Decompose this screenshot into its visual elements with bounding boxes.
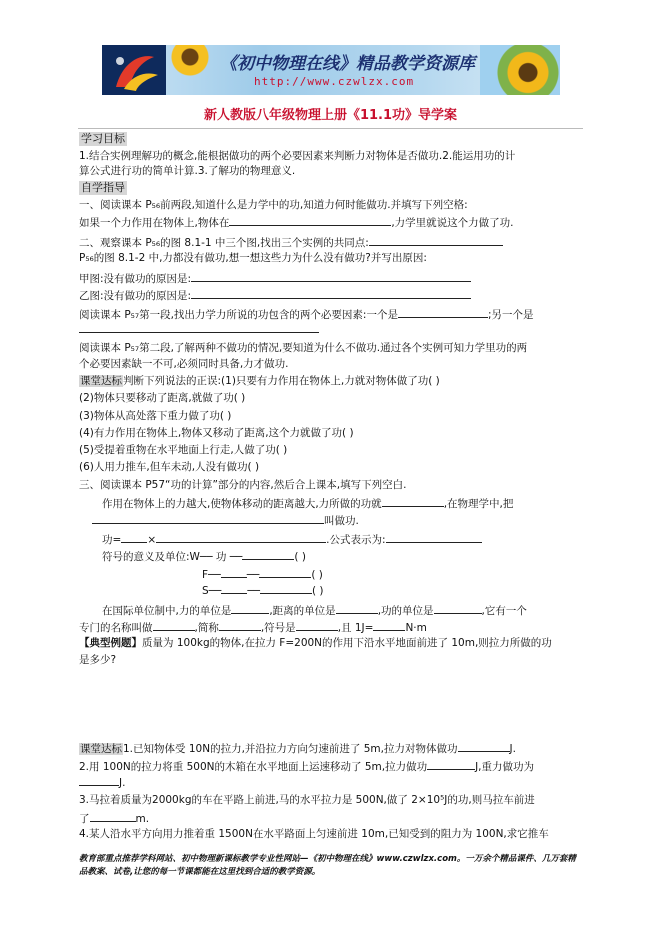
- practice-tag: 课堂达标: [80, 375, 122, 387]
- text: ,符号是: [260, 622, 296, 634]
- practice-line-5: (6)人用力推车,但车未动,人没有做功( ): [79, 461, 260, 473]
- banner-title: 《初中物理在线》精品教学资源库: [220, 54, 475, 74]
- blank[interactable]: [373, 619, 405, 631]
- blank[interactable]: [427, 758, 475, 770]
- text: ,它有一个: [481, 605, 527, 617]
- title-divider: [78, 128, 583, 129]
- text: 2.用 100N的拉力将重 500N的木箱在水平地面上运速移动了 5m,拉力做功: [79, 761, 428, 773]
- text: ,距离的单位是: [269, 605, 336, 617]
- work-formula-line: [102, 531, 482, 547]
- text: J.: [119, 777, 126, 789]
- text: ( ): [311, 569, 323, 581]
- blank[interactable]: [221, 582, 247, 594]
- classwork-line-2: [79, 758, 534, 774]
- classwork-line-1: [79, 740, 516, 756]
- banner-url[interactable]: http://www.czwlzx.com: [254, 75, 415, 88]
- logo-swirl-icon: [102, 45, 166, 95]
- symbol-line-f: [202, 566, 323, 582]
- text: 甲图:没有做功的原因是:: [79, 273, 192, 285]
- text: 符号的意义及单位:W── 功 ──: [102, 551, 243, 563]
- blank[interactable]: [153, 619, 195, 631]
- blank[interactable]: [398, 306, 488, 318]
- text: ──: [247, 585, 260, 597]
- example-line-1: [79, 636, 552, 650]
- example-tag: 【典型例题】: [79, 637, 142, 649]
- blank[interactable]: [156, 531, 326, 543]
- text: ( ): [311, 585, 324, 597]
- site-logo: [102, 45, 166, 95]
- blank[interactable]: [229, 214, 391, 226]
- text: 如果一个力作用在物体上,物体在: [79, 217, 230, 229]
- study-line-6: [79, 287, 471, 303]
- units-line-2: [79, 619, 427, 635]
- section3-line-1: 三、阅读课本 P57“功的计算”部分的内容,然后合上课本,填写下列空白.: [79, 479, 407, 491]
- study-line-2: [79, 214, 514, 230]
- text: ,且 1J=: [337, 622, 374, 634]
- section-self-study: 自学指导: [81, 181, 125, 194]
- units-line-1: [102, 602, 527, 618]
- section-learning-goals: 学习目标: [81, 132, 125, 145]
- section3-line-2: [102, 495, 513, 511]
- text: ;另一个是: [487, 309, 534, 321]
- blank[interactable]: [458, 740, 510, 752]
- text: ──: [246, 569, 260, 581]
- study-line-4: P₅₆的图 8.1-2 中,力都没有做功,想一想这些力为什么没有做功?并写出原因:: [79, 252, 427, 264]
- study-line-7: [79, 306, 534, 322]
- study-line-1: 一、阅读课本 P₅₆前两段,知道什么是力学中的功,知道力何时能做功.并填写下列空格:: [79, 199, 468, 211]
- text: 叫做功.: [324, 515, 359, 527]
- text: 阅读课本 P₅₇第一段,找出力学力所说的功包含的两个必要因素:一个是: [79, 309, 398, 321]
- practice-line-0: [79, 374, 440, 388]
- document-title: 新人教版八年级物理上册《11.1功》导学案: [203, 108, 458, 123]
- blank[interactable]: [221, 566, 247, 578]
- text: S──: [202, 585, 222, 597]
- practice-line-1: (2)物体只要移动了距离,就做了功( ): [79, 392, 246, 404]
- blank[interactable]: [231, 602, 269, 614]
- symbol-line-w: [102, 548, 306, 564]
- classwork-line-3b: [79, 810, 149, 826]
- text: ×: [147, 534, 157, 546]
- sunflower-decoration: [168, 45, 212, 79]
- text: 1.已知物体受 10N的拉力,并沿拉力方向匀速前进了 5m,拉力对物体做功: [123, 743, 458, 755]
- classwork-tag: 课堂达标: [80, 743, 122, 755]
- blank[interactable]: [79, 321, 319, 333]
- study-line-8: 阅读课本 P₅₇第二段,了解两种不做功的情况,要知道为什么不做功.通过各个实例可知力学里功的两: [79, 342, 528, 354]
- text: .公式表示为:: [326, 534, 386, 546]
- text: ,功的单位是: [377, 605, 434, 617]
- blank[interactable]: [79, 774, 119, 786]
- blank[interactable]: [242, 548, 294, 560]
- text: 专门的名称叫做: [79, 622, 153, 634]
- blank[interactable]: [90, 810, 136, 822]
- blank[interactable]: [386, 531, 482, 543]
- sunflower-image: [480, 45, 560, 95]
- classwork-line-2b: [79, 774, 125, 790]
- practice-line-3: (4)有力作用在物体上,物体又移动了距离,这个力就做了功( ): [79, 427, 354, 439]
- classwork-line-4: 4.某人沿水平方向用力推着重 1500N在水平路面上匀速前进 10m,已知受到的阻力为 100N,求它推车: [79, 828, 549, 840]
- text: 质量为 100kg的物体,在拉力 F=200N的作用下沿水平地面前进了 10m,则拉力所做的功: [142, 637, 552, 649]
- text: N·m: [405, 622, 427, 634]
- blank[interactable]: [92, 512, 324, 524]
- text: 乙图:没有做功的原因是:: [79, 290, 192, 302]
- blank[interactable]: [191, 270, 471, 282]
- blank[interactable]: [369, 234, 503, 246]
- text: 了: [79, 813, 90, 825]
- text: 在国际单位制中,力的单位是: [102, 605, 232, 617]
- goal-line-2: 算公式进行功的简单计算.3.了解功的物理意义.: [79, 165, 296, 177]
- blank[interactable]: [434, 602, 482, 614]
- text: J,重力做功为: [475, 761, 535, 773]
- text: m.: [135, 813, 150, 825]
- symbol-line-s: [202, 582, 324, 598]
- study-line-5: [79, 270, 471, 286]
- text: ,力学里就说这个力做了功.: [391, 217, 514, 229]
- blank[interactable]: [382, 495, 444, 507]
- blank[interactable]: [296, 619, 338, 631]
- text: ( ): [294, 551, 306, 563]
- text: ,在物理学中,把: [443, 498, 514, 510]
- text: 功=: [102, 534, 122, 546]
- blank[interactable]: [219, 619, 261, 631]
- study-line-7b: [79, 321, 319, 337]
- example-line-2: 是多少?: [79, 654, 117, 666]
- study-line-9: 个必要因素缺一不可,必须同时具备,力才做功.: [79, 358, 289, 370]
- text: J.: [509, 743, 516, 755]
- blank[interactable]: [191, 287, 471, 299]
- blank[interactable]: [259, 566, 311, 578]
- section3-line-3: [92, 512, 359, 528]
- text: 判断下列说法的正误:(1)只要有力作用在物体上,力就对物体做了功( ): [123, 375, 440, 387]
- text: 作用在物体上的力越大,使物体移动的距离越大,力所做的功就: [102, 498, 382, 510]
- blank[interactable]: [260, 582, 312, 594]
- header-banner: [102, 45, 560, 95]
- text: 二、观察课本 P₅₆的图 8.1-1 中三个图,找出三个实例的共同点:: [79, 237, 369, 249]
- text: F──: [202, 569, 221, 581]
- text: ,简称: [194, 622, 219, 634]
- classwork-line-3: 3.马拉着质量为2000kg的车在平路上前进,马的水平拉力是 500N,做了 2×10⁵J的功,则马拉车前进: [79, 794, 535, 806]
- study-line-3: [79, 234, 503, 250]
- practice-line-2: (3)物体从高处落下重力做了功( ): [79, 410, 232, 422]
- footer-note: 教育部重点推荐学科网站、初中物理新课标教学专业性网站—《初中物理在线》www.czwlzx.com。一万余个精品课件、几万套精品教案、试卷,让您的每一节课都能在这里找到合适的教学资源。: [79, 854, 576, 877]
- goal-line-1: 1.结合实例理解功的概念,能根据做功的两个必要因素来判断力对物体是否做功.2.能运用功的计: [79, 150, 516, 162]
- practice-line-4: (5)受提着重物在水平地面上行走,人做了功( ): [79, 444, 288, 456]
- blank[interactable]: [336, 602, 378, 614]
- blank[interactable]: [121, 531, 147, 543]
